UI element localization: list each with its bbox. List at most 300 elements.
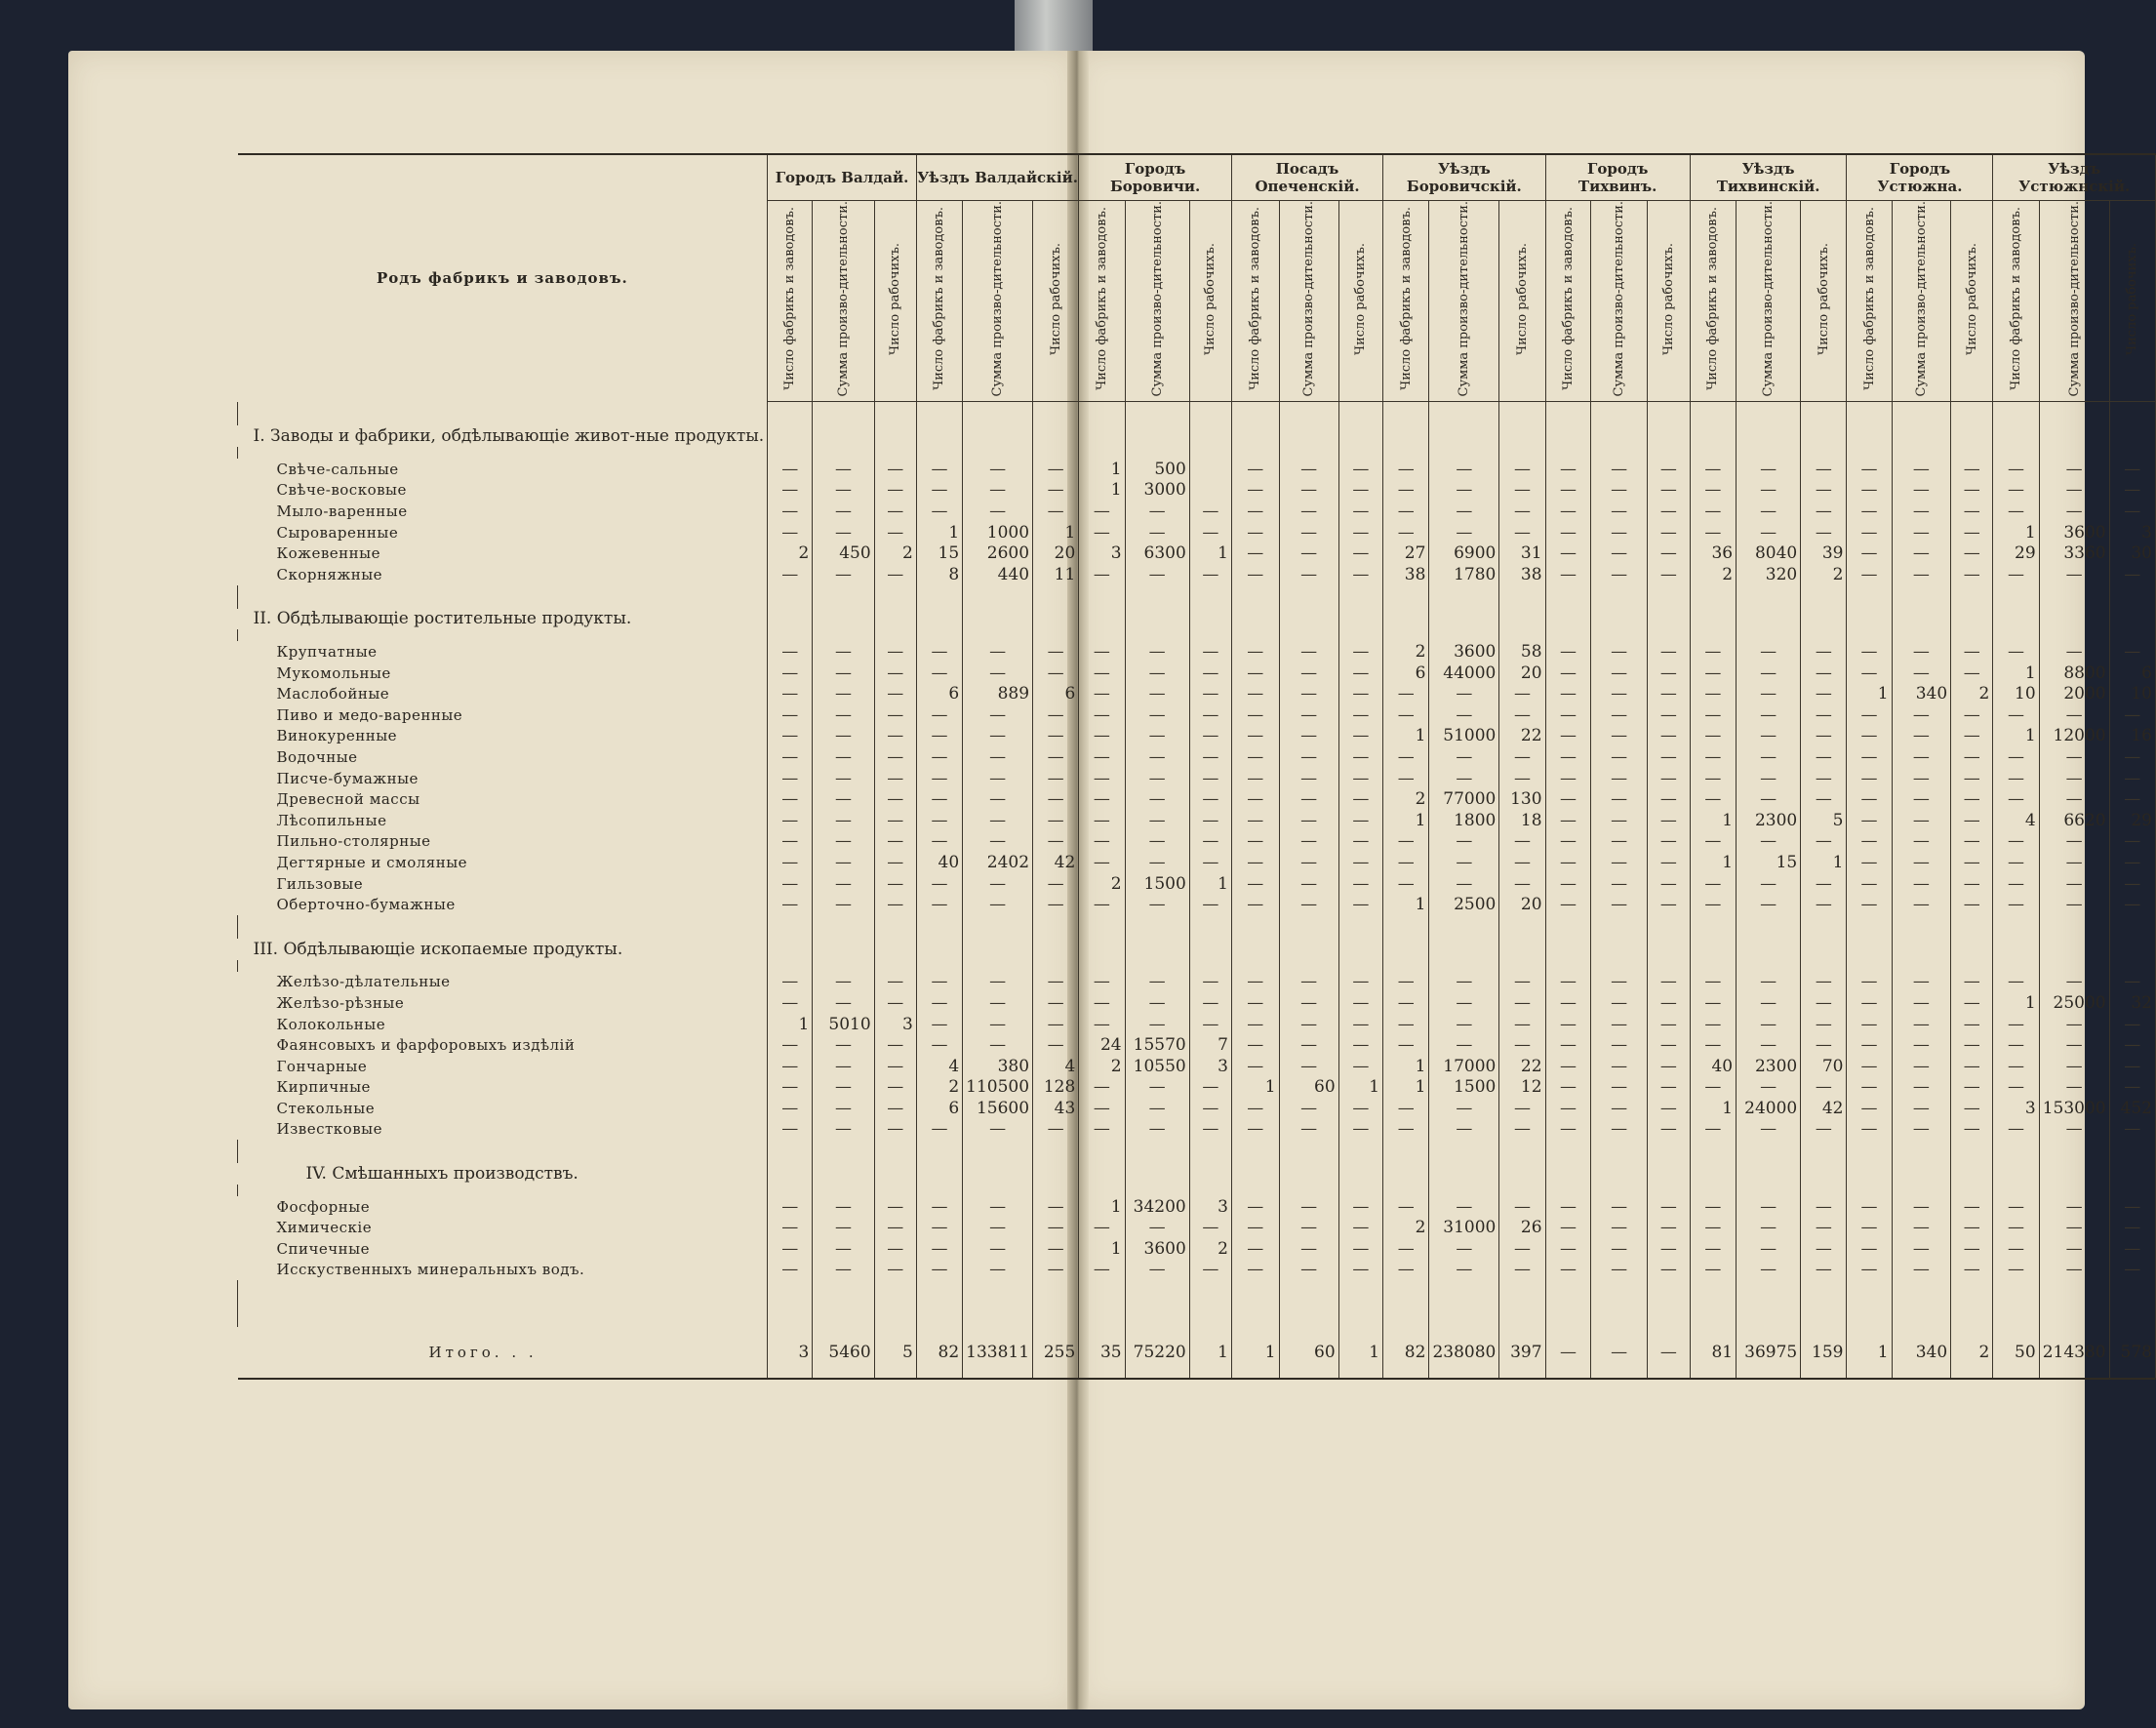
value-cell: —: [1545, 873, 1591, 895]
value-cell: —: [1591, 1098, 1648, 1119]
table-row: [238, 1196, 2156, 1218]
empty-cell: [1383, 939, 1429, 960]
empty-cell: [1279, 939, 1338, 960]
empty-cell: [1383, 425, 1429, 447]
value-cell: —: [1338, 1034, 1382, 1056]
value-cell: —: [1690, 1196, 1736, 1218]
empty-cell: [1429, 1185, 1499, 1196]
empty-cell: [1591, 1163, 1648, 1185]
value-cell: —: [1951, 1238, 1993, 1260]
empty-cell: [1993, 447, 2039, 459]
value-cell: —: [1892, 1034, 1951, 1056]
value-cell: —: [768, 810, 813, 831]
value-cell: —: [1383, 480, 1429, 502]
value-cell: —: [2109, 704, 2155, 726]
table-row: [238, 480, 2156, 502]
value-cell: 1: [1801, 852, 1847, 873]
value-cell: 110500: [963, 1077, 1033, 1099]
empty-cell: [1737, 447, 1801, 459]
value-cell: 10: [1993, 683, 2039, 704]
value-cell: —: [1993, 641, 2039, 663]
value-cell: —: [1079, 564, 1125, 585]
value-cell: —: [1801, 1238, 1847, 1260]
value-cell: —: [1801, 501, 1847, 522]
value-cell: —: [1033, 768, 1079, 789]
empty-cell: [916, 915, 962, 939]
empty-cell: [1499, 915, 1545, 939]
value-cell: —: [768, 1196, 813, 1218]
empty-cell: [1189, 402, 1231, 426]
value-cell: —: [1892, 1119, 1951, 1141]
value-cell: 380: [963, 1056, 1033, 1077]
value-cell: —: [1801, 992, 1847, 1014]
empty-cell: [874, 1280, 916, 1304]
value-cell: —: [1591, 972, 1648, 993]
empty-cell: [1338, 1280, 1382, 1304]
value-cell: —: [1951, 543, 1993, 564]
value-cell: —: [1951, 663, 1993, 684]
empty-cell: [1545, 1185, 1591, 1196]
value-cell: —: [874, 1119, 916, 1141]
value-cell: —: [1737, 831, 1801, 853]
empty-cell: [1033, 1163, 1079, 1185]
value-cell: —: [916, 501, 962, 522]
empty-cell: [1033, 402, 1079, 426]
table-row: [238, 501, 2156, 522]
value-cell: 6300: [1125, 543, 1189, 564]
value-cell: —: [1429, 1034, 1499, 1056]
empty-cell: [1079, 915, 1125, 939]
value-cell: —: [813, 894, 874, 915]
value-cell: —: [2039, 1260, 2109, 1281]
empty-cell: [813, 1185, 874, 1196]
empty-cell: [1189, 960, 1231, 972]
value-cell: —: [1338, 894, 1382, 915]
value-cell: —: [1079, 992, 1125, 1014]
value-cell: —: [963, 1014, 1033, 1035]
empty-cell: [1737, 1163, 1801, 1185]
value-cell: 2: [1383, 641, 1429, 663]
empty-cell: [1033, 629, 1079, 641]
value-cell: —: [1591, 641, 1648, 663]
value-cell: —: [1125, 810, 1189, 831]
value-cell: —: [1993, 1238, 2039, 1260]
value-cell: 1: [1690, 852, 1736, 873]
value-cell: —: [916, 459, 962, 480]
value-cell: —: [1545, 704, 1591, 726]
empty-cell: [1231, 1163, 1279, 1185]
value-cell: —: [2109, 768, 2155, 789]
subheader-count: [916, 201, 962, 402]
empty-cell: [1499, 1163, 1545, 1185]
value-cell: —: [963, 1119, 1033, 1141]
empty-cell: [916, 939, 962, 960]
value-cell: —: [1231, 992, 1279, 1014]
value-cell: —: [1737, 1260, 1801, 1281]
value-cell: —: [2039, 501, 2109, 522]
value-cell: —: [874, 788, 916, 810]
value-cell: —: [874, 480, 916, 502]
value-cell: —: [1591, 501, 1648, 522]
empty-cell: [1951, 609, 1993, 630]
value-cell: —: [2109, 1014, 2155, 1035]
value-cell: —: [916, 1196, 962, 1218]
empty-cell: [238, 402, 768, 426]
empty-cell: [1033, 939, 1079, 960]
value-cell: 25000: [2039, 992, 2109, 1014]
value-cell: —: [916, 992, 962, 1014]
value-cell: 2: [1079, 873, 1125, 895]
value-cell: —: [874, 1034, 916, 1056]
empty-cell: [1545, 939, 1591, 960]
value-cell: —: [1545, 1014, 1591, 1035]
value-cell: —: [1189, 1217, 1231, 1238]
value-cell: —: [1993, 894, 2039, 915]
empty-cell: [1801, 402, 1847, 426]
subheader-sum-text: Сумма произво-дительности.: [1301, 201, 1317, 397]
value-cell: —: [1231, 683, 1279, 704]
value-cell: —: [1737, 1196, 1801, 1218]
empty-cell: [1429, 425, 1499, 447]
value-cell: 10: [2109, 683, 2155, 704]
empty-cell: [1647, 447, 1690, 459]
subheader-count: [1079, 201, 1125, 402]
value-cell: —: [1189, 972, 1231, 993]
row-label: Дегтярные и смоляные: [238, 852, 768, 873]
subheader-workers-text: Число рабочихъ.: [1514, 242, 1530, 355]
value-cell: —: [1079, 726, 1125, 747]
empty-cell: [1545, 1280, 1591, 1304]
value-cell: —: [1125, 746, 1189, 768]
row-label: Лѣсопильные: [238, 810, 768, 831]
value-cell: —: [1847, 992, 1892, 1014]
value-cell: —: [1383, 873, 1429, 895]
value-cell: —: [1189, 726, 1231, 747]
value-cell: —: [1545, 768, 1591, 789]
empty-cell: [1737, 585, 1801, 609]
empty-cell: [1429, 915, 1499, 939]
value-cell: —: [1033, 972, 1079, 993]
empty-cell: [1690, 402, 1736, 426]
total-cell: 1: [1338, 1327, 1382, 1379]
value-cell: —: [1499, 972, 1545, 993]
empty-cell: [1847, 425, 1892, 447]
value-cell: —: [1545, 501, 1591, 522]
value-cell: —: [874, 1260, 916, 1281]
value-cell: —: [813, 641, 874, 663]
value-cell: —: [874, 1217, 916, 1238]
value-cell: —: [1951, 704, 1993, 726]
subheader-workers: [874, 201, 916, 402]
empty-cell: [1647, 1280, 1690, 1304]
empty-cell: [1993, 629, 2039, 641]
empty-cell: [1429, 447, 1499, 459]
empty-cell: [1993, 915, 2039, 939]
value-cell: —: [963, 810, 1033, 831]
value-cell: —: [1690, 894, 1736, 915]
value-cell: —: [1383, 768, 1429, 789]
value-cell: —: [1737, 480, 1801, 502]
empty-cell: [2039, 1140, 2109, 1163]
value-cell: 2: [1383, 1217, 1429, 1238]
value-cell: —: [2039, 459, 2109, 480]
row-label: Кожевенные: [238, 543, 768, 564]
value-cell: —: [1279, 788, 1338, 810]
empty-cell: [813, 915, 874, 939]
total-cell: 3: [768, 1327, 813, 1379]
value-cell: —: [2039, 852, 2109, 873]
value-cell: —: [1647, 1119, 1690, 1141]
value-cell: —: [1189, 852, 1231, 873]
empty-cell: [2039, 1163, 2109, 1185]
value-cell: —: [1338, 1098, 1382, 1119]
value-cell: —: [1591, 480, 1648, 502]
value-cell: —: [813, 564, 874, 585]
value-cell: —: [1338, 543, 1382, 564]
value-cell: 1: [916, 522, 962, 543]
subheader-count: [1690, 201, 1736, 402]
empty-cell: [1993, 960, 2039, 972]
value-cell: 450: [813, 543, 874, 564]
empty-cell: [2039, 1304, 2109, 1327]
empty-cell: [1892, 1185, 1951, 1196]
value-cell: —: [1429, 873, 1499, 895]
value-cell: —: [1690, 641, 1736, 663]
value-cell: —: [1338, 1217, 1382, 1238]
value-cell: 2300: [1737, 810, 1801, 831]
value-cell: 128: [1033, 1077, 1079, 1099]
value-cell: —: [1079, 972, 1125, 993]
value-cell: —: [1231, 726, 1279, 747]
empty-cell: [2039, 629, 2109, 641]
value-cell: 20: [1499, 894, 1545, 915]
empty-cell: [1737, 915, 1801, 939]
value-cell: —: [1801, 522, 1847, 543]
value-cell: —: [1591, 1238, 1648, 1260]
value-cell: 17000: [1429, 1056, 1499, 1077]
value-cell: —: [1231, 1014, 1279, 1035]
value-cell: —: [1429, 1014, 1499, 1035]
subheader-workers-text: Число рабочихъ.: [1203, 242, 1218, 355]
value-cell: 3: [1993, 1098, 2039, 1119]
value-cell: 1: [1993, 992, 2039, 1014]
value-cell: —: [1847, 543, 1892, 564]
value-cell: —: [1429, 522, 1499, 543]
total-cell: 50: [1993, 1327, 2039, 1379]
value-cell: —: [1383, 683, 1429, 704]
value-cell: —: [1383, 852, 1429, 873]
row-label: Спичечные: [238, 1238, 768, 1260]
value-cell: —: [1951, 810, 1993, 831]
empty-cell: [963, 1280, 1033, 1304]
empty-cell: [1279, 1163, 1338, 1185]
value-cell: —: [1591, 831, 1648, 853]
empty-cell: [1189, 609, 1231, 630]
empty-cell: [963, 1140, 1033, 1163]
empty-cell: [874, 915, 916, 939]
value-cell: 1: [1383, 810, 1429, 831]
empty-cell: [1189, 1163, 1231, 1185]
value-cell: —: [1545, 1056, 1591, 1077]
row-label: Сыроваренные: [238, 522, 768, 543]
empty-cell: [2109, 629, 2155, 641]
value-cell: —: [1079, 768, 1125, 789]
subheader-workers: [1647, 201, 1690, 402]
value-cell: —: [1545, 1077, 1591, 1099]
value-cell: —: [813, 1098, 874, 1119]
empty-cell: [1993, 1140, 2039, 1163]
value-cell: —: [1429, 683, 1499, 704]
value-cell: [1189, 480, 1231, 502]
row-label: Пильно-столярные: [238, 831, 768, 853]
value-cell: —: [1338, 480, 1382, 502]
value-cell: —: [1892, 726, 1951, 747]
value-cell: —: [1231, 1056, 1279, 1077]
value-cell: —: [1125, 1119, 1189, 1141]
value-cell: 34200: [1125, 1196, 1189, 1218]
empty-cell: [963, 915, 1033, 939]
empty-cell: [874, 1163, 916, 1185]
value-cell: 2: [916, 1077, 962, 1099]
empty-cell: [1231, 402, 1279, 426]
empty-cell: [238, 1140, 768, 1163]
empty-cell: [2109, 447, 2155, 459]
subheader-count: [1231, 201, 1279, 402]
empty-cell: [1189, 939, 1231, 960]
value-cell: —: [1033, 788, 1079, 810]
value-cell: —: [1338, 1196, 1382, 1218]
value-cell: —: [1737, 1014, 1801, 1035]
empty-cell: [1279, 402, 1338, 426]
value-cell: —: [1545, 1238, 1591, 1260]
value-cell: —: [1231, 746, 1279, 768]
empty-cell: [2109, 1140, 2155, 1163]
empty-cell: [1279, 585, 1338, 609]
subheader-count-text: Число фабрикъ и заводовъ.: [782, 207, 798, 391]
empty-cell: [1499, 585, 1545, 609]
value-cell: —: [1993, 852, 2039, 873]
empty-cell: [2039, 425, 2109, 447]
value-cell: —: [1383, 1119, 1429, 1141]
value-cell: —: [1951, 894, 1993, 915]
value-cell: —: [1231, 810, 1279, 831]
value-cell: —: [1847, 852, 1892, 873]
value-cell: —: [1231, 1238, 1279, 1260]
empty-cell: [1737, 1280, 1801, 1304]
empty-cell: [1033, 585, 1079, 609]
value-cell: —: [1545, 992, 1591, 1014]
value-cell: —: [1690, 459, 1736, 480]
value-cell: —: [1429, 1196, 1499, 1218]
value-cell: —: [1591, 992, 1648, 1014]
value-cell: —: [916, 641, 962, 663]
empty-cell: [1647, 939, 1690, 960]
value-cell: —: [1033, 1014, 1079, 1035]
value-cell: —: [2109, 1217, 2155, 1238]
empty-cell: [1231, 939, 1279, 960]
group-header: Уѣздъ Устюжнскій.: [1993, 154, 2156, 201]
value-cell: —: [1338, 810, 1382, 831]
value-cell: —: [813, 663, 874, 684]
value-cell: —: [1231, 501, 1279, 522]
value-cell: —: [1847, 726, 1892, 747]
value-cell: —: [768, 768, 813, 789]
value-cell: —: [1279, 810, 1338, 831]
value-cell: —: [1338, 972, 1382, 993]
value-cell: —: [916, 1014, 962, 1035]
table-row: [238, 683, 2156, 704]
empty-cell: [1079, 609, 1125, 630]
value-cell: —: [1125, 501, 1189, 522]
empty-cell: [1231, 915, 1279, 939]
empty-cell: [1383, 1140, 1429, 1163]
value-cell: —: [2039, 1238, 2109, 1260]
value-cell: —: [1591, 1077, 1648, 1099]
value-cell: —: [874, 522, 916, 543]
value-cell: —: [1892, 1014, 1951, 1035]
value-cell: —: [1647, 788, 1690, 810]
empty-cell: [1125, 939, 1189, 960]
value-cell: —: [1591, 746, 1648, 768]
subheader-count-text: Число фабрикъ и заводовъ.: [1560, 207, 1576, 391]
value-cell: 7: [1189, 1034, 1231, 1056]
empty-cell: [1079, 585, 1125, 609]
empty-cell: [1429, 1140, 1499, 1163]
subheader-workers: [2109, 201, 2155, 402]
value-cell: —: [2109, 1238, 2155, 1260]
empty-cell: [813, 939, 874, 960]
value-cell: —: [1993, 704, 2039, 726]
value-cell: —: [1647, 704, 1690, 726]
table-row: [238, 1034, 2156, 1056]
empty-cell: [1033, 425, 1079, 447]
empty-cell: [768, 629, 813, 641]
value-cell: —: [1647, 564, 1690, 585]
value-cell: —: [2039, 1077, 2109, 1099]
empty-cell: [1429, 1280, 1499, 1304]
value-cell: 27: [1383, 543, 1429, 564]
value-cell: 2000: [2039, 683, 2109, 704]
value-cell: —: [2039, 972, 2109, 993]
value-cell: —: [2109, 831, 2155, 853]
row-label: Пиво и медо-варенные: [238, 704, 768, 726]
value-cell: —: [2039, 1196, 2109, 1218]
empty-cell: [1647, 402, 1690, 426]
value-cell: —: [1801, 1217, 1847, 1238]
value-cell: —: [963, 746, 1033, 768]
empty-cell: [813, 1304, 874, 1327]
empty-cell: [1951, 447, 1993, 459]
value-cell: —: [874, 1196, 916, 1218]
value-cell: —: [813, 873, 874, 895]
empty-cell: [1231, 960, 1279, 972]
value-cell: —: [1429, 1119, 1499, 1141]
value-cell: —: [1383, 831, 1429, 853]
value-cell: —: [1801, 1014, 1847, 1035]
empty-cell: [1951, 939, 1993, 960]
empty-cell: [1801, 1163, 1847, 1185]
value-cell: 58: [1499, 641, 1545, 663]
value-cell: —: [1545, 788, 1591, 810]
empty-cell: [1383, 1185, 1429, 1196]
value-cell: —: [1647, 663, 1690, 684]
value-cell: 31000: [1429, 1217, 1499, 1238]
empty-cell: [1545, 629, 1591, 641]
empty-cell: [1892, 402, 1951, 426]
total-cell: 75220: [1125, 1327, 1189, 1379]
empty-cell: [1279, 915, 1338, 939]
value-cell: —: [1737, 522, 1801, 543]
